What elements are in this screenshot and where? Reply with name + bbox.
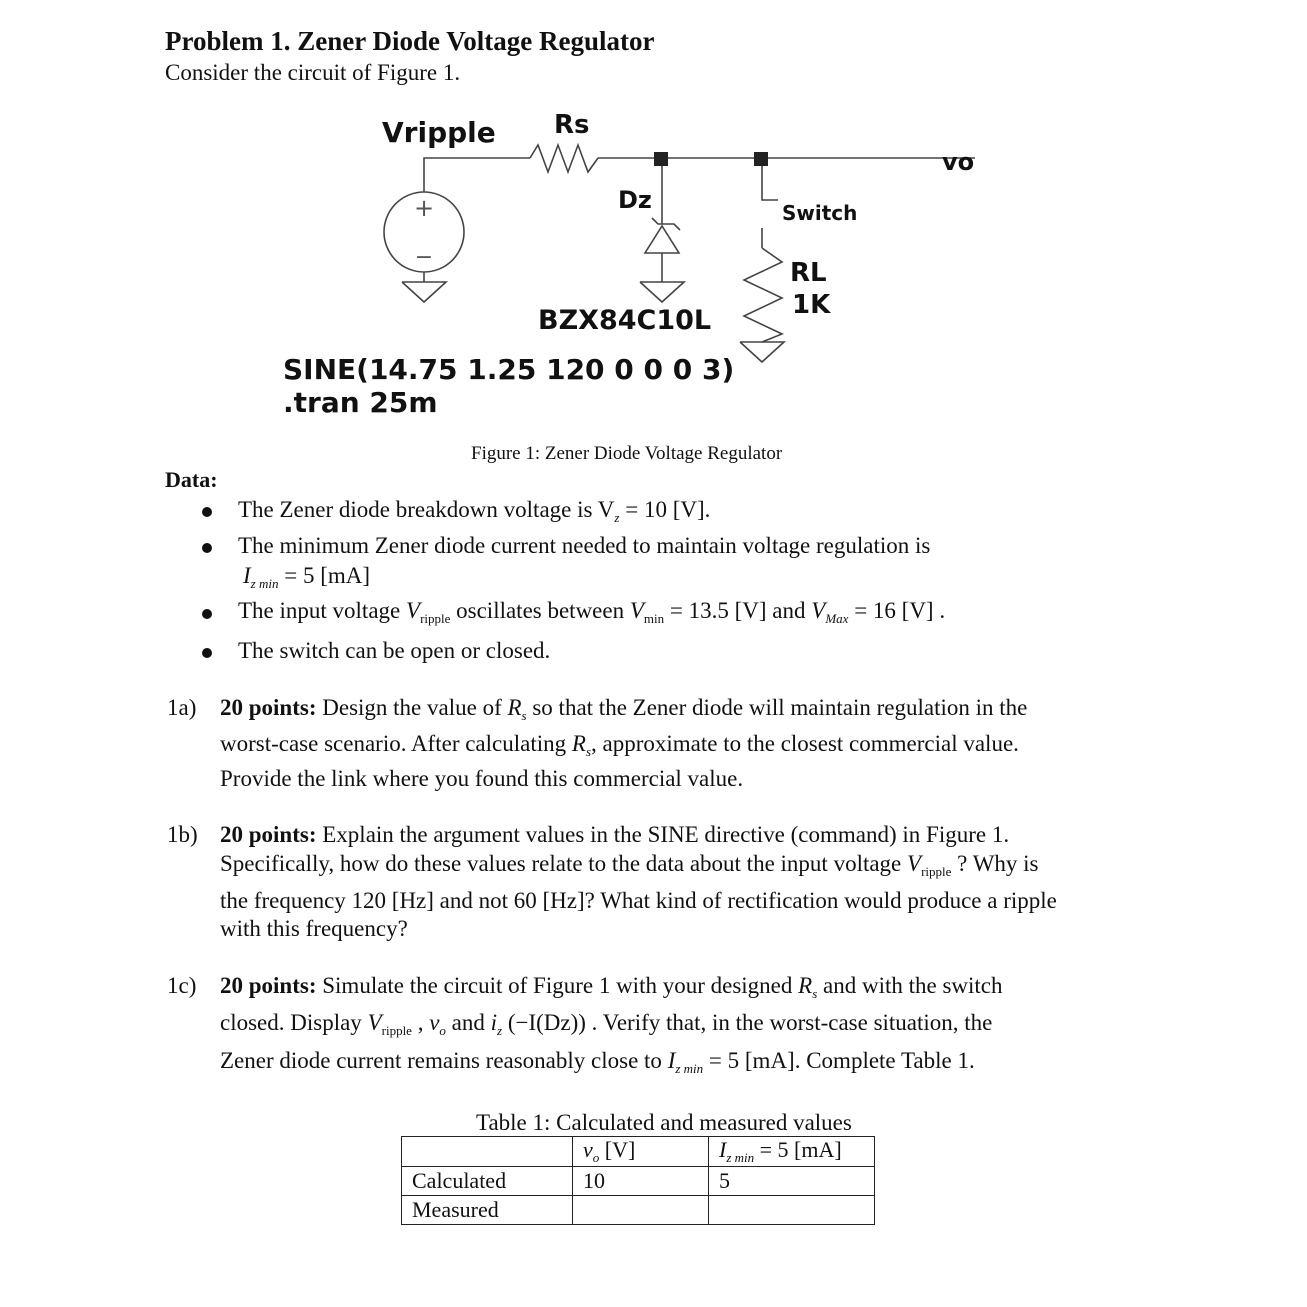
table-cell-vo: 10 (573, 1167, 709, 1196)
question-1a-label: 1a) (167, 695, 197, 720)
label-rl-value: 1K (792, 290, 831, 320)
problem-title: Problem 1. Zener Diode Voltage Regulator (165, 26, 655, 56)
bullet-icon (202, 609, 212, 619)
ground-icon (640, 282, 684, 302)
bullet-icon (202, 543, 212, 553)
question-1b-line3: the frequency 120 [Hz] and not 60 [Hz]? What kind of rectification would produce a ripple (220, 888, 1057, 913)
table-row (402, 1196, 875, 1225)
data-bullet-1: The Zener diode breakdown voltage is $V_z = 10$ [V]. (238, 497, 711, 525)
table-header-row (402, 1137, 875, 1167)
problem-subtitle: Consider the circuit of Figure 1. (165, 60, 461, 85)
label-vo: vo (942, 148, 975, 176)
resistor-rs-icon (530, 145, 598, 172)
question-1c-label: 1c) (167, 973, 197, 998)
ground-icon (740, 342, 784, 362)
question-1b-line1: 20 points: Explain the argument values in the SINE directive (command) in Figure 1. (220, 822, 1010, 847)
figure-caption: Figure 1: Zener Diode Voltage Regulator (471, 443, 783, 464)
question-1a-line3: Provide the link where you found this commercial value. (220, 766, 744, 791)
question-1c-line3: Zener diode current remains reasonably close to $I_{z min} = 5$ [mA]. Complete Table 1. (220, 1048, 975, 1076)
table-row (402, 1167, 875, 1196)
data-bullet-4: The switch can be open or closed. (238, 638, 551, 663)
bullet-icon (202, 507, 212, 517)
table-caption: Table 1: Calculated and measured values (476, 1110, 852, 1135)
node-dot (654, 152, 668, 166)
label-diode-part: BZX84C10L (538, 305, 712, 336)
data-bullet-3: The input voltage $V_{ripple}$ oscillates between $V_{min} = 13.5$ [V] and $V_{Max} = 16$ [V] . (238, 598, 946, 626)
table-cell-label: Measured (402, 1196, 573, 1225)
data-bullet-2-line2: $I_{z min} = 5$ [mA] (243, 563, 371, 591)
table-header-izmin: $I_{z min} = 5$ [mA] (709, 1137, 875, 1167)
results-table (401, 1136, 875, 1225)
label-rs: Rs (554, 110, 590, 140)
label-vripple: Vripple (382, 116, 496, 149)
question-1c-line1: 20 points: Simulate the circuit of Figure 1 with your designed $R_s$ and with the switch (220, 973, 1003, 1001)
table-cell-iz: 5 (709, 1167, 875, 1196)
table-header-empty (402, 1137, 573, 1167)
label-switch: Switch (782, 201, 858, 225)
node-dot (754, 152, 768, 166)
tran-directive: .tran 25m (283, 386, 438, 419)
data-heading: Data: (165, 467, 218, 492)
question-1b-line4: with this frequency? (220, 916, 408, 941)
bullet-icon (202, 648, 212, 658)
question-1a-line2: worst-case scenario. After calculating $R_s$, approximate to the closest commercial value. (220, 731, 1019, 759)
sine-directive: SINE(14.75 1.25 120 0 0 0 3) (283, 353, 735, 386)
source-minus: − (414, 245, 434, 270)
label-rl: RL (790, 258, 827, 288)
label-dz: Dz (618, 186, 652, 214)
zener-diode-icon (645, 218, 680, 282)
question-1a-line1: 20 points: Design the value of $R_s$ so that the Zener diode will maintain regulation in the (220, 695, 1028, 723)
question-1b-line2: Specifically, how do these values relate to the data about the input voltage $V_{ripple}$ ? Why is (220, 851, 1039, 879)
resistor-rl-icon (744, 248, 782, 342)
data-bullet-2-line1: The minimum Zener diode current needed to maintain voltage regulation is (238, 533, 931, 558)
table-header-vo: $v_o$ [V] (573, 1137, 709, 1167)
question-1c-line2: closed. Display $V_{ripple}$ , $v_o$ and $i_z$ (−I(Dz)) . Verify that, in the worst-case situation, the (220, 1010, 993, 1038)
source-plus: + (413, 194, 435, 222)
table-cell-label: Calculated (402, 1167, 573, 1196)
question-1b-label: 1b) (167, 822, 198, 847)
table-cell-vo (573, 1196, 709, 1225)
ground-icon (402, 282, 446, 302)
table-cell-iz (709, 1196, 875, 1225)
